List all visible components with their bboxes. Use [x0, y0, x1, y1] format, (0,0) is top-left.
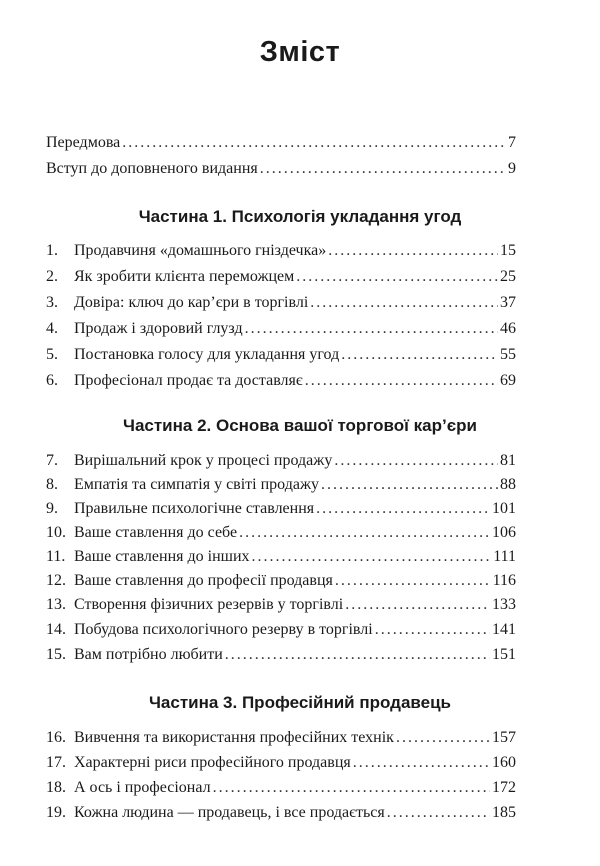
entry-label: Професіонал продає та доставляє	[74, 372, 303, 389]
entry-number: 15.	[46, 646, 66, 663]
entry-number: 18.	[46, 779, 66, 796]
entry-label: Ваше ставлення до себе	[74, 524, 238, 541]
entry-label: Кожна людина — продавець, і все продається	[74, 804, 385, 821]
entry-number: 19.	[46, 804, 66, 821]
dot-leader	[353, 751, 490, 775]
entry-label: Постановка голосу для укладання угод	[74, 346, 340, 363]
entry-number: 6.	[46, 372, 58, 389]
entry-page: 55	[500, 346, 516, 363]
toc-entry	[46, 291, 516, 315]
entry-number: 7.	[46, 452, 58, 469]
entry-page: 141	[492, 621, 516, 638]
entry-page: 185	[492, 804, 516, 821]
toc-entry	[46, 569, 516, 593]
entry-page: 69	[500, 372, 516, 389]
toc-entry	[46, 317, 516, 341]
part-2-heading: Частина 2. Основа вашої торгової кар’єри	[123, 416, 477, 435]
toc-entry	[46, 239, 516, 263]
toc-entry	[46, 776, 516, 800]
entry-page: 88	[500, 476, 516, 493]
entry-label: Продавчиня «домашнього гніздечка»	[74, 242, 327, 259]
entry-page: 9	[508, 160, 516, 177]
toc-entry	[46, 521, 516, 545]
entry-page: 111	[493, 548, 516, 565]
dot-leader	[260, 157, 506, 181]
entry-page: 157	[492, 729, 516, 746]
entry-label: Вам потрібно любити	[74, 646, 223, 663]
entry-page: 116	[492, 572, 516, 589]
entry-number: 17.	[46, 754, 66, 771]
entry-page: 172	[492, 779, 516, 796]
entry-label: Правильне психологічне ставлення	[74, 500, 315, 517]
dot-leader	[252, 545, 492, 569]
part-1-heading: Частина 1. Психологія укладання угод	[138, 207, 462, 226]
dot-leader	[213, 776, 490, 800]
part-3-heading: Частина 3. Професійний продавець	[148, 693, 451, 712]
dot-leader	[296, 265, 498, 289]
toc-entry	[46, 343, 516, 367]
dot-leader	[345, 593, 490, 617]
toc-entry	[46, 473, 516, 497]
entry-page: 25	[500, 268, 516, 285]
entry-label: Довіра: ключ до кар’єри в торгівлі	[74, 294, 309, 311]
entry-number: 9.	[46, 500, 58, 517]
dot-leader	[305, 369, 498, 393]
entry-label: Вступ до доповненого видання	[46, 160, 258, 177]
dot-leader	[375, 618, 490, 642]
toc-entry	[46, 369, 516, 393]
entry-label: Побудова психологічного резерву в торгівлі	[74, 621, 373, 638]
toc-entry	[46, 751, 516, 775]
entry-label: Ваше ставлення до професії продавця	[74, 572, 333, 589]
toc-entry	[46, 545, 516, 569]
entry-page: 15	[500, 242, 516, 259]
toc-entry-preface	[46, 131, 516, 155]
dot-leader	[335, 569, 491, 593]
entry-page: 7	[508, 134, 516, 151]
toc-entry	[46, 801, 516, 825]
entry-label: А ось і професіонал	[74, 779, 211, 796]
dot-leader	[122, 131, 506, 155]
dot-leader	[396, 726, 490, 750]
entry-number: 8.	[46, 476, 58, 493]
dot-leader	[334, 449, 498, 473]
entry-label: Вирішальний крок у процесі продажу	[74, 452, 333, 469]
toc-entry	[46, 497, 516, 521]
entry-page: 101	[492, 500, 516, 517]
dot-leader	[239, 521, 490, 545]
entry-label: Створення фізичних резервів у торгівлі	[74, 596, 344, 613]
entry-page: 37	[500, 294, 516, 311]
entry-page: 81	[500, 452, 516, 469]
entry-label: Ваше ставлення до інших	[74, 548, 250, 565]
entry-label: Передмова	[46, 134, 121, 151]
entry-number: 1.	[46, 242, 58, 259]
toc-entry-intro	[46, 157, 516, 181]
dot-leader	[245, 317, 498, 341]
entry-number: 12.	[46, 572, 66, 589]
dot-leader	[225, 643, 490, 667]
toc-entry	[46, 449, 516, 473]
entry-number: 13.	[46, 596, 66, 613]
entry-label: Вивчення та використання професійних технік	[74, 729, 394, 746]
dot-leader	[328, 239, 498, 263]
toc-entry	[46, 618, 516, 642]
entry-number: 16.	[46, 729, 66, 746]
entry-label: Продаж і здоровий глузд	[74, 320, 243, 337]
entry-number: 14.	[46, 621, 66, 638]
entry-page: 133	[492, 596, 516, 613]
dot-leader	[341, 343, 498, 367]
dot-leader	[321, 473, 498, 497]
toc-entry	[46, 593, 516, 617]
entry-page: 106	[492, 524, 516, 541]
entry-page: 46	[500, 320, 516, 337]
dot-leader	[387, 801, 490, 825]
toc-entry	[46, 643, 516, 667]
entry-number: 3.	[46, 294, 58, 311]
entry-number: 4.	[46, 320, 58, 337]
dot-leader	[310, 291, 498, 315]
page-title: Зміст	[259, 36, 341, 68]
entry-label: Емпатія та симпатія у світі продажу	[74, 476, 320, 493]
entry-page: 160	[492, 754, 516, 771]
entry-number: 5.	[46, 346, 58, 363]
entry-label: Характерні риси професійного продавця	[74, 754, 351, 771]
toc-entry	[46, 726, 516, 750]
entry-number: 10.	[46, 524, 66, 541]
entry-number: 2.	[46, 268, 58, 285]
dot-leader	[316, 497, 490, 521]
entry-label: Як зробити клієнта переможцем	[74, 268, 295, 285]
entry-number: 11.	[46, 548, 66, 565]
entry-page: 151	[492, 646, 516, 663]
toc-entry	[46, 265, 516, 289]
